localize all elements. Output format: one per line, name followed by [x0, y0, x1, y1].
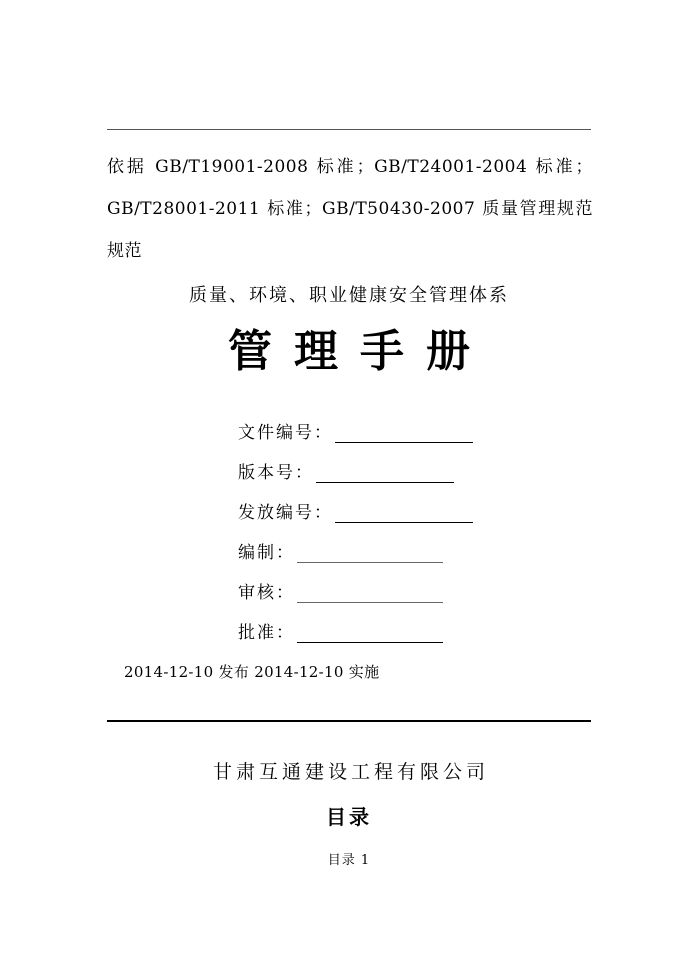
field-value-line [335, 504, 473, 523]
field-label: 文件编号： [238, 423, 333, 443]
field-reviewed-by [238, 578, 443, 608]
field-value-line [297, 544, 443, 563]
top-rule [107, 129, 591, 130]
field-value-line [297, 584, 443, 603]
field-prepared-by [238, 538, 443, 568]
field-label: 版本号： [238, 463, 314, 483]
toc-heading: 目录 [326, 805, 372, 829]
field-document-number [238, 418, 473, 448]
toc-entry[interactable]: 目录 1 [327, 853, 371, 868]
manual-title: 管理手册 [228, 326, 492, 377]
field-issue-number [238, 498, 473, 528]
field-value-line [297, 624, 443, 643]
field-label: 发放编号： [238, 503, 333, 523]
system-title: 质量、环境、职业健康安全管理体系 [189, 285, 509, 306]
bottom-rule [107, 720, 591, 722]
field-value-line [316, 464, 454, 483]
standards-basis: 依据 GB/T19001-2008 标准；GB/T24001-2004 标准；GB/T28001-2011 标准；GB/T50430-2007 质量管理规范规范 [107, 157, 593, 261]
field-label: 批准： [238, 623, 295, 643]
field-label: 审核： [238, 583, 295, 603]
field-label: 编制： [238, 543, 295, 563]
field-approved-by [238, 618, 443, 648]
field-value-line [335, 424, 473, 443]
field-version-number [238, 458, 454, 488]
company-name: 甘肃互通建设工程有限公司 [212, 761, 489, 783]
issue-effective-dates: 2014-12-10 发布 2014-12-10 实施 [124, 663, 380, 681]
